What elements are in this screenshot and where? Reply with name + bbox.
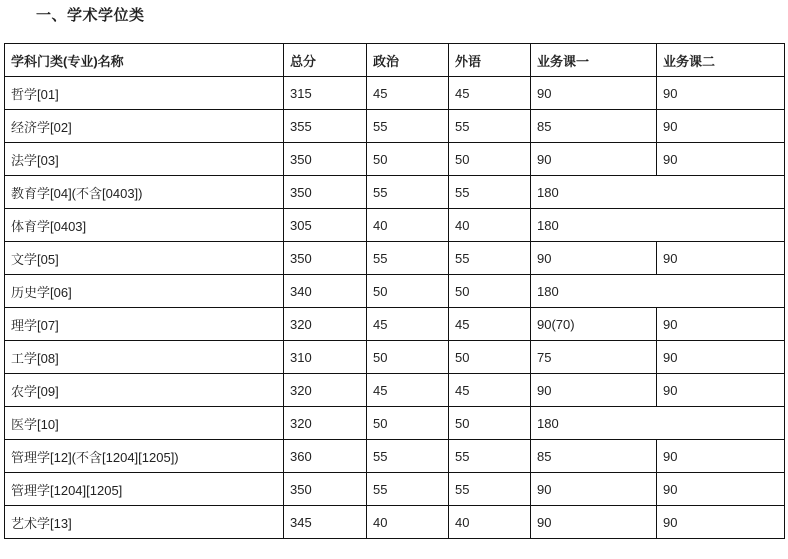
cell-politics: 55 bbox=[367, 473, 449, 506]
cell-course2: 90 bbox=[657, 506, 785, 539]
table-row bbox=[5, 308, 785, 341]
score-table bbox=[4, 43, 785, 539]
cell-course1: 90(70) bbox=[531, 308, 657, 341]
cell-total: 345 bbox=[284, 506, 367, 539]
cell-course1: 90 bbox=[531, 77, 657, 110]
table-header-row bbox=[5, 44, 785, 77]
cell-language: 40 bbox=[449, 506, 531, 539]
cell-course1: 90 bbox=[531, 143, 657, 176]
cell-language: 50 bbox=[449, 275, 531, 308]
cell-course1: 75 bbox=[531, 341, 657, 374]
header-language: 外语 bbox=[449, 44, 531, 77]
cell-name: 文学[05] bbox=[5, 242, 284, 275]
cell-total: 320 bbox=[284, 308, 367, 341]
table-row bbox=[5, 440, 785, 473]
cell-total: 350 bbox=[284, 176, 367, 209]
header-politics: 政治 bbox=[367, 44, 449, 77]
cell-total: 350 bbox=[284, 143, 367, 176]
cell-name: 历史学[06] bbox=[5, 275, 284, 308]
cell-language: 55 bbox=[449, 473, 531, 506]
cell-politics: 45 bbox=[367, 77, 449, 110]
cell-name: 工学[08] bbox=[5, 341, 284, 374]
header-course1: 业务课一 bbox=[531, 44, 657, 77]
cell-course1: 180 bbox=[531, 407, 785, 440]
cell-name: 法学[03] bbox=[5, 143, 284, 176]
cell-course2: 90 bbox=[657, 77, 785, 110]
cell-politics: 55 bbox=[367, 176, 449, 209]
cell-politics: 55 bbox=[367, 440, 449, 473]
cell-course1: 90 bbox=[531, 242, 657, 275]
cell-politics: 50 bbox=[367, 341, 449, 374]
cell-name: 理学[07] bbox=[5, 308, 284, 341]
cell-name: 艺术学[13] bbox=[5, 506, 284, 539]
cell-politics: 50 bbox=[367, 275, 449, 308]
table-row bbox=[5, 407, 785, 440]
cell-course1: 180 bbox=[531, 275, 785, 308]
cell-course1: 180 bbox=[531, 176, 785, 209]
cell-total: 350 bbox=[284, 473, 367, 506]
cell-total: 310 bbox=[284, 341, 367, 374]
cell-course2: 90 bbox=[657, 143, 785, 176]
table-row bbox=[5, 473, 785, 506]
cell-course2: 90 bbox=[657, 341, 785, 374]
cell-politics: 50 bbox=[367, 143, 449, 176]
table-row bbox=[5, 143, 785, 176]
header-course2: 业务课二 bbox=[657, 44, 785, 77]
cell-politics: 55 bbox=[367, 242, 449, 275]
cell-language: 50 bbox=[449, 143, 531, 176]
cell-course1: 85 bbox=[531, 110, 657, 143]
cell-language: 45 bbox=[449, 308, 531, 341]
cell-name: 管理学[12](不含[1204][1205]) bbox=[5, 440, 284, 473]
cell-total: 340 bbox=[284, 275, 367, 308]
cell-language: 55 bbox=[449, 242, 531, 275]
table-row bbox=[5, 341, 785, 374]
cell-total: 320 bbox=[284, 374, 367, 407]
cell-course1: 90 bbox=[531, 473, 657, 506]
cell-name: 经济学[02] bbox=[5, 110, 284, 143]
cell-total: 315 bbox=[284, 77, 367, 110]
cell-language: 55 bbox=[449, 440, 531, 473]
cell-name: 医学[10] bbox=[5, 407, 284, 440]
cell-course2: 90 bbox=[657, 308, 785, 341]
cell-total: 305 bbox=[284, 209, 367, 242]
table-row bbox=[5, 77, 785, 110]
table-row bbox=[5, 110, 785, 143]
cell-name: 教育学[04](不含[0403]) bbox=[5, 176, 284, 209]
cell-course2: 90 bbox=[657, 473, 785, 506]
cell-language: 50 bbox=[449, 407, 531, 440]
cell-course2: 90 bbox=[657, 440, 785, 473]
cell-total: 360 bbox=[284, 440, 367, 473]
cell-course1: 85 bbox=[531, 440, 657, 473]
cell-total: 320 bbox=[284, 407, 367, 440]
table-row bbox=[5, 209, 785, 242]
header-name: 学科门类(专业)名称 bbox=[5, 44, 284, 77]
cell-name: 哲学[01] bbox=[5, 77, 284, 110]
cell-language: 55 bbox=[449, 110, 531, 143]
cell-politics: 45 bbox=[367, 374, 449, 407]
cell-name: 管理学[1204][1205] bbox=[5, 473, 284, 506]
cell-name: 农学[09] bbox=[5, 374, 284, 407]
cell-total: 350 bbox=[284, 242, 367, 275]
cell-course1: 90 bbox=[531, 374, 657, 407]
cell-language: 50 bbox=[449, 341, 531, 374]
table-row bbox=[5, 506, 785, 539]
table-row bbox=[5, 176, 785, 209]
section-heading: 一、学术学位类 bbox=[36, 7, 145, 24]
table-row bbox=[5, 242, 785, 275]
cell-politics: 40 bbox=[367, 209, 449, 242]
cell-course2: 90 bbox=[657, 374, 785, 407]
cell-language: 45 bbox=[449, 374, 531, 407]
cell-total: 355 bbox=[284, 110, 367, 143]
cell-language: 55 bbox=[449, 176, 531, 209]
cell-language: 40 bbox=[449, 209, 531, 242]
cell-politics: 45 bbox=[367, 308, 449, 341]
header-total: 总分 bbox=[284, 44, 367, 77]
cell-politics: 50 bbox=[367, 407, 449, 440]
cell-course2: 90 bbox=[657, 110, 785, 143]
cell-course2: 90 bbox=[657, 242, 785, 275]
cell-course1: 90 bbox=[531, 506, 657, 539]
cell-politics: 55 bbox=[367, 110, 449, 143]
cell-course1: 180 bbox=[531, 209, 785, 242]
cell-politics: 40 bbox=[367, 506, 449, 539]
cell-name: 体育学[0403] bbox=[5, 209, 284, 242]
cell-language: 45 bbox=[449, 77, 531, 110]
table-row bbox=[5, 275, 785, 308]
table-row bbox=[5, 374, 785, 407]
